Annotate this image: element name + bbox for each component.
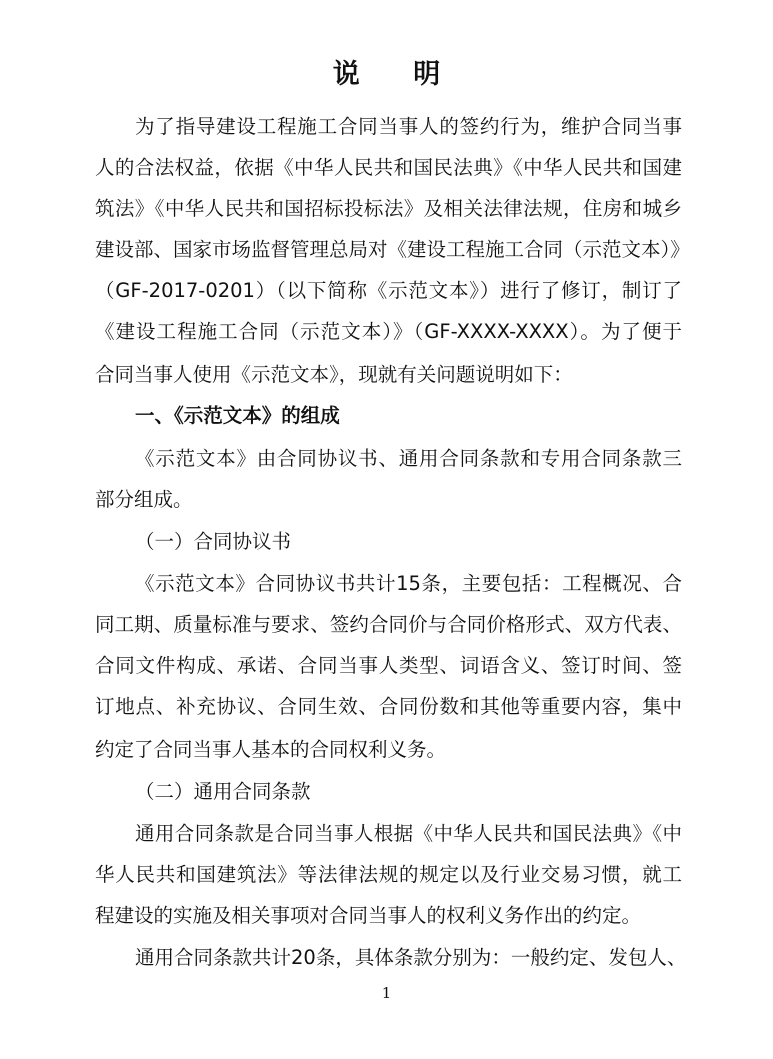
paragraph-line: 程建设的实施及相关事项对合同当事人的权利义务作出的约定。 (95, 904, 642, 927)
paragraph-line: 人的合法权益，依据《中华人民共和国民法典》《中华人民共和国建 (95, 156, 682, 179)
paragraph-line: 《示范文本》由合同协议书、通用合同条款和专用合同条款三 (135, 447, 682, 470)
paragraph-line: 华人民共和国建筑法》等法律法规的规定以及行业交易习惯，就工 (95, 863, 682, 886)
section-heading: 一、《示范文本》的组成 (135, 404, 340, 427)
paragraph-line: 合同文件构成、承诺、合同当事人类型、词语含义、签订时间、签 (95, 654, 682, 677)
subsection-heading: （二）通用合同条款 (135, 780, 311, 803)
paragraph-line: 《示范文本》合同协议书共计15条，主要包括：工程概况、合 (135, 572, 682, 595)
paragraph-line: 约定了合同当事人基本的合同权利义务。 (95, 738, 447, 761)
paragraph-line: 《建设工程施工合同（示范文本）》（GF-XXXX-XXXX）。为了便于 (95, 320, 682, 343)
paragraph-line: （GF-2017-0201）（以下简称《示范文本》）进行了修订，制订了 (95, 279, 682, 302)
paragraph-line: 订地点、补充协议、合同生效、合同份数和其他等重要内容，集中 (95, 695, 682, 718)
paragraph-line: 建设部、国家市场监督管理总局对《建设工程施工合同（示范文本）》 (95, 238, 690, 261)
paragraph-line: 合同当事人使用《示范文本》，现就有关问题说明如下： (95, 363, 573, 386)
page-number: 1 (381, 984, 392, 1002)
paragraph-line: 同工期、质量标准与要求、签约合同价与合同价格形式、双方代表、 (95, 613, 682, 636)
paragraph-line: 筑法》《中华人民共和国招标投标法》及相关法律法规，住房和城乡 (95, 197, 682, 220)
paragraph-line: 通用合同条款是合同当事人根据《中华人民共和国民法典》《中 (135, 822, 682, 845)
page-title: 说 明 (332, 59, 463, 90)
paragraph-line: 为了指导建设工程施工合同当事人的签约行为，维护合同当事 (135, 115, 682, 138)
subsection-heading: （一）合同协议书 (135, 530, 292, 553)
paragraph-line: 部分组成。 (95, 488, 193, 511)
paragraph-line: 通用合同条款共计20条，具体条款分别为：一般约定、发包人、 (135, 946, 687, 969)
